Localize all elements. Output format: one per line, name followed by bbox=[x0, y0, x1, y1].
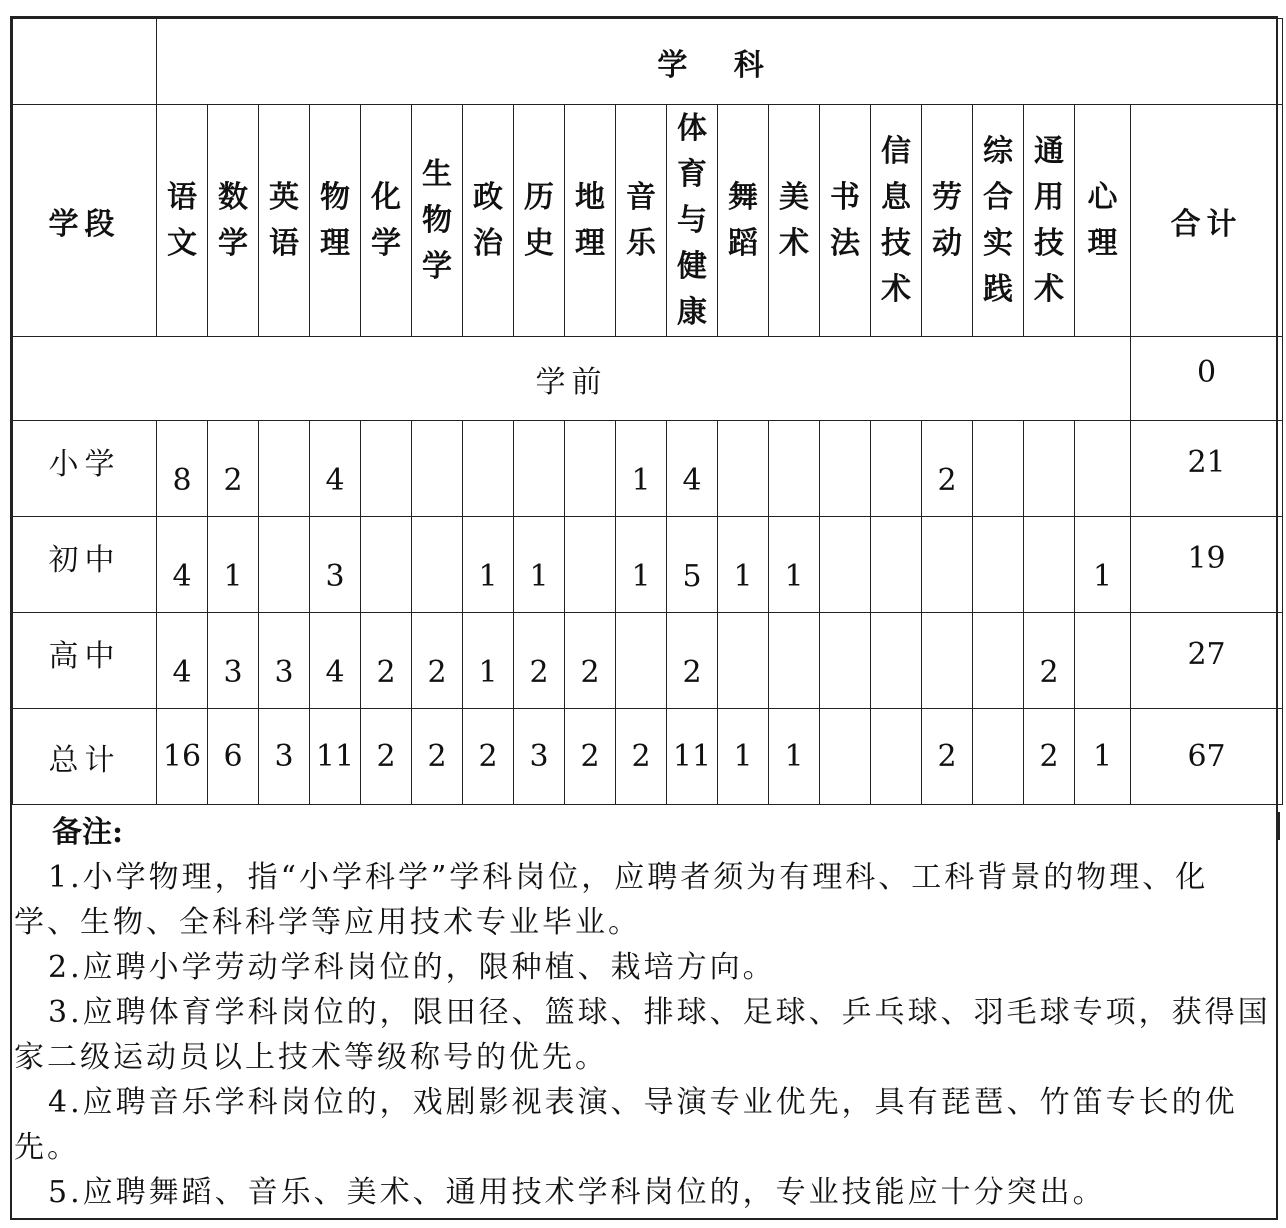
cell-value: 3 bbox=[529, 739, 549, 774]
subject-header-label: 劳动 bbox=[932, 179, 962, 261]
stage-name: 小学 bbox=[48, 446, 121, 482]
value-cell bbox=[616, 517, 667, 613]
cell-value: 2 bbox=[937, 739, 957, 774]
value-cell bbox=[769, 709, 820, 805]
value-cell bbox=[310, 613, 361, 709]
value-cell bbox=[871, 517, 922, 613]
value-cell bbox=[259, 421, 310, 517]
subject-header-cell bbox=[922, 105, 973, 337]
cell-value: 2 bbox=[580, 739, 600, 774]
cell-value: 2 bbox=[529, 655, 549, 690]
value-cell bbox=[1024, 709, 1075, 805]
subject-header-cell bbox=[718, 105, 769, 337]
value-cell bbox=[565, 517, 616, 613]
text-cursor bbox=[1278, 812, 1280, 840]
value-cell bbox=[208, 709, 259, 805]
subject-header-label: 物理 bbox=[320, 179, 350, 261]
subject-header-cell bbox=[1075, 105, 1131, 337]
table-row bbox=[13, 613, 1283, 709]
cell-value: 2 bbox=[427, 739, 447, 774]
subject-header-label: 数学 bbox=[218, 179, 248, 261]
subject-header-label: 语文 bbox=[167, 179, 197, 261]
cell-value: 2 bbox=[937, 463, 957, 498]
subject-header-cell bbox=[259, 105, 310, 337]
cell-value: 1 bbox=[223, 559, 243, 594]
stage-cell bbox=[13, 421, 157, 517]
stage-cell bbox=[13, 613, 157, 709]
value-cell bbox=[1075, 709, 1131, 805]
recruitment-table bbox=[12, 18, 1283, 805]
subject-header-label: 书法 bbox=[830, 179, 860, 261]
row-total-cell bbox=[1131, 613, 1283, 709]
cell-value: 1 bbox=[478, 655, 498, 690]
subject-header-label: 历史 bbox=[524, 179, 554, 261]
cell-value: 6 bbox=[223, 739, 243, 774]
value-cell bbox=[208, 421, 259, 517]
value-cell bbox=[973, 421, 1024, 517]
cell-value: 4 bbox=[682, 463, 702, 498]
subject-header-label: 生物学 bbox=[422, 156, 452, 284]
stage-cell bbox=[13, 517, 157, 613]
subject-header-label: 政治 bbox=[473, 179, 503, 261]
value-cell bbox=[922, 709, 973, 805]
total-header-cell bbox=[1131, 105, 1283, 337]
value-cell bbox=[259, 613, 310, 709]
document-page bbox=[10, 16, 1278, 1220]
subject-header-label: 音乐 bbox=[626, 179, 656, 261]
value-cell bbox=[820, 517, 871, 613]
cell-value: 16 bbox=[162, 739, 202, 774]
value-cell bbox=[157, 421, 208, 517]
value-cell bbox=[769, 517, 820, 613]
value-cell bbox=[361, 517, 412, 613]
cell-value: 8 bbox=[172, 463, 192, 498]
subject-header-cell bbox=[157, 105, 208, 337]
note-item: 5.应聘舞蹈、音乐、美术、通用技术学科岗位的，专业技能应十分突出。 bbox=[48, 1175, 1106, 1210]
cell-value: 2 bbox=[1039, 739, 1059, 774]
subject-header-cell bbox=[514, 105, 565, 337]
value-cell bbox=[616, 709, 667, 805]
subject-header-cell bbox=[1024, 105, 1075, 337]
cell-value: 1 bbox=[631, 559, 651, 594]
subject-header-label: 化学 bbox=[371, 179, 401, 261]
stage-name: 初中 bbox=[48, 542, 121, 578]
value-cell bbox=[1024, 613, 1075, 709]
value-cell bbox=[259, 517, 310, 613]
value-cell bbox=[208, 517, 259, 613]
value-cell bbox=[565, 709, 616, 805]
subject-header-cell bbox=[208, 105, 259, 337]
value-cell bbox=[514, 613, 565, 709]
value-cell bbox=[973, 613, 1024, 709]
value-cell bbox=[310, 709, 361, 805]
value-cell bbox=[769, 421, 820, 517]
value-cell bbox=[412, 421, 463, 517]
subjects-header-cell bbox=[157, 19, 1283, 105]
cell-value: 3 bbox=[223, 655, 243, 690]
value-cell bbox=[361, 421, 412, 517]
value-cell bbox=[361, 613, 412, 709]
total-header: 合计 bbox=[1170, 206, 1243, 242]
value-cell bbox=[463, 709, 514, 805]
value-cell bbox=[412, 709, 463, 805]
value-cell bbox=[514, 421, 565, 517]
value-cell bbox=[871, 421, 922, 517]
cell-value: 1 bbox=[529, 559, 549, 594]
cell-value: 4 bbox=[325, 463, 345, 498]
value-cell bbox=[310, 517, 361, 613]
cell-value: 1 bbox=[733, 559, 753, 594]
value-cell bbox=[1075, 421, 1131, 517]
value-cell bbox=[616, 421, 667, 517]
note-item: 3.应聘体育学科岗位的，限田径、篮球、排球、足球、乒乓球、羽毛球专项，获得国家二级运动员以上技术等级称号的优先。 bbox=[14, 995, 1271, 1075]
cell-value: 1 bbox=[784, 559, 804, 594]
note-item: 4.应聘音乐学科岗位的，戏剧影视表演、导演专业优先，具有琵琶、竹笛专长的优先。 bbox=[14, 1085, 1238, 1165]
subject-header-cell bbox=[412, 105, 463, 337]
cell-value: 11 bbox=[672, 739, 712, 774]
subject-header-label: 英语 bbox=[269, 179, 299, 261]
cell-value: 2 bbox=[580, 655, 600, 690]
cell-value: 3 bbox=[274, 739, 294, 774]
value-cell bbox=[463, 613, 514, 709]
value-cell bbox=[922, 421, 973, 517]
value-cell bbox=[973, 709, 1024, 805]
value-cell bbox=[667, 613, 718, 709]
subject-header-label: 舞蹈 bbox=[728, 179, 758, 261]
cell-value: 4 bbox=[325, 655, 345, 690]
value-cell bbox=[514, 709, 565, 805]
row-total: 67 bbox=[1187, 739, 1226, 774]
subject-header-label: 心理 bbox=[1087, 179, 1118, 261]
cell-value: 1 bbox=[1092, 559, 1113, 594]
value-cell bbox=[412, 517, 463, 613]
subject-header-cell bbox=[820, 105, 871, 337]
subject-header-label: 信息技术 bbox=[881, 133, 911, 307]
cell-value: 1 bbox=[733, 739, 753, 774]
value-cell bbox=[922, 517, 973, 613]
value-cell bbox=[820, 421, 871, 517]
subject-header-cell bbox=[463, 105, 514, 337]
subject-header-cell bbox=[973, 105, 1024, 337]
row-total-cell bbox=[1131, 709, 1283, 805]
value-cell bbox=[463, 421, 514, 517]
value-cell bbox=[412, 613, 463, 709]
subjects-header: 学 科 bbox=[657, 47, 782, 83]
row-total: 19 bbox=[1187, 541, 1226, 576]
table-row bbox=[13, 421, 1283, 517]
notes-title: 备注: bbox=[52, 815, 124, 850]
subject-header-cell bbox=[361, 105, 412, 337]
value-cell bbox=[157, 613, 208, 709]
preschool-total-cell bbox=[1131, 337, 1283, 421]
cell-value: 2 bbox=[631, 739, 651, 774]
cell-value: 2 bbox=[223, 463, 243, 498]
value-cell bbox=[667, 709, 718, 805]
notes-section bbox=[12, 810, 1274, 1215]
subject-header-label: 美术 bbox=[779, 179, 809, 261]
value-cell bbox=[259, 709, 310, 805]
value-cell bbox=[1024, 421, 1075, 517]
note-item: 2.应聘小学劳动学科岗位的，限种植、栽培方向。 bbox=[48, 950, 776, 985]
subject-header-cell bbox=[565, 105, 616, 337]
value-cell bbox=[208, 613, 259, 709]
cell-value: 4 bbox=[172, 655, 192, 690]
value-cell bbox=[310, 421, 361, 517]
row-total-cell bbox=[1131, 421, 1283, 517]
notes-list bbox=[14, 855, 1272, 1215]
subject-header-cell bbox=[616, 105, 667, 337]
cell-value: 2 bbox=[478, 739, 498, 774]
subject-header-label: 地理 bbox=[575, 179, 605, 261]
cell-value: 2 bbox=[427, 655, 447, 690]
value-cell bbox=[718, 517, 769, 613]
value-cell bbox=[1075, 613, 1131, 709]
stage-header: 学段 bbox=[48, 206, 121, 242]
value-cell bbox=[718, 709, 769, 805]
value-cell bbox=[361, 709, 412, 805]
cell-value: 3 bbox=[325, 559, 345, 594]
value-cell bbox=[718, 421, 769, 517]
cell-value: 1 bbox=[631, 463, 651, 498]
value-cell bbox=[769, 613, 820, 709]
cell-value: 2 bbox=[376, 655, 396, 690]
cell-value: 5 bbox=[682, 559, 702, 594]
value-cell bbox=[463, 517, 514, 613]
table-row bbox=[13, 709, 1283, 805]
value-cell bbox=[565, 613, 616, 709]
subject-header-label: 综合实践 bbox=[983, 133, 1013, 307]
value-cell bbox=[1075, 517, 1131, 613]
subject-header-cell bbox=[667, 105, 718, 337]
subject-header-cell bbox=[871, 105, 922, 337]
value-cell bbox=[871, 709, 922, 805]
value-cell bbox=[157, 517, 208, 613]
cell-value: 11 bbox=[315, 739, 355, 774]
value-cell bbox=[157, 709, 208, 805]
value-cell bbox=[973, 517, 1024, 613]
stage-cell bbox=[13, 709, 157, 805]
stage-header-cell bbox=[13, 105, 157, 337]
cell-value: 2 bbox=[682, 655, 702, 690]
value-cell bbox=[667, 421, 718, 517]
value-cell bbox=[922, 613, 973, 709]
cell-value: 3 bbox=[274, 655, 294, 690]
value-cell bbox=[514, 517, 565, 613]
preschool-cell bbox=[13, 337, 1131, 421]
table-row bbox=[13, 517, 1283, 613]
subject-header-cell bbox=[769, 105, 820, 337]
corner-cell bbox=[13, 19, 157, 105]
value-cell bbox=[616, 613, 667, 709]
value-cell bbox=[718, 613, 769, 709]
stage-name: 总计 bbox=[48, 742, 121, 778]
note-item: 1.小学物理，指“小学科学”学科岗位，应聘者须为有理科、工科背景的物理、化学、生物、全科科学等应用技术专业毕业。 bbox=[14, 860, 1209, 940]
stage-name: 高中 bbox=[48, 638, 121, 674]
value-cell bbox=[667, 517, 718, 613]
cell-value: 1 bbox=[784, 739, 804, 774]
cell-value: 4 bbox=[172, 559, 192, 594]
value-cell bbox=[1024, 517, 1075, 613]
value-cell bbox=[871, 613, 922, 709]
row-total: 21 bbox=[1187, 445, 1226, 480]
row-total: 27 bbox=[1187, 637, 1226, 672]
subject-header-label: 通用技术 bbox=[1034, 133, 1064, 307]
subject-header-label: 体育与健康 bbox=[677, 110, 707, 330]
value-cell bbox=[820, 709, 871, 805]
subject-header-cell bbox=[310, 105, 361, 337]
row-total-cell bbox=[1131, 517, 1283, 613]
value-cell bbox=[820, 613, 871, 709]
preschool-total: 0 bbox=[1197, 355, 1217, 390]
cell-value: 2 bbox=[1039, 655, 1059, 690]
value-cell bbox=[565, 421, 616, 517]
preschool-label: 学前 bbox=[535, 364, 608, 400]
cell-value: 1 bbox=[1092, 739, 1113, 774]
cell-value: 2 bbox=[376, 739, 396, 774]
cell-value: 1 bbox=[478, 559, 498, 594]
